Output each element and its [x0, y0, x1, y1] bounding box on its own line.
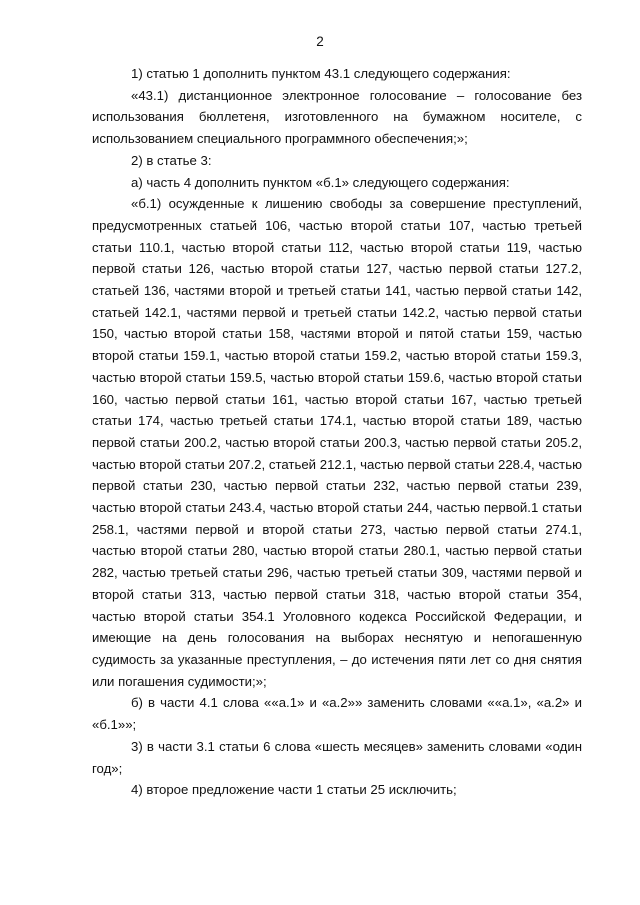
document-body	[92, 63, 582, 801]
paragraph-part-4-1-amendment: б) в части 4.1 слова ««а.1» и «а.2»» заменить словами ««а.1», «а.2» и «б.1»»;	[92, 695, 582, 733]
paragraph-article-25-amendment: 4) второе предложение части 1 статьи 25 исключить;	[131, 782, 457, 798]
paragraph-article-3-heading: 2) в статье 3:	[131, 152, 212, 168]
paragraph-article-6-amendment: 3) в части 3.1 статьи 6 слова «шесть месяцев» заменить словами «один год»;	[92, 738, 582, 776]
paragraph-amend-article-1: 1) статью 1 дополнить пунктом 43.1 следующего содержания:	[131, 66, 511, 81]
paragraph-item-43-1: «43.1) дистанционное электронное голосование – голосование без использования бюллетеня, изготовленного на бумажном носителе, с использованием специального программного обеспечения;»;	[92, 87, 582, 147]
paragraph-item-b-1: «б.1) осужденные к лишению свободы за совершение преступлений, предусмотренных статьей 106, частью второй статьи 107, частью третьей статьи 110.1, частью второй статьи 112, частью второй статьи 119, частью первой статьи 126, частью второй статьи 127, частью первой статьи 127.2, статьей 136, частями второй и третьей статьи 141, частью первой статьи 142, статьей 142.1, частями первой и третьей статьи 142.2, частью первой статьи 150, частью второй статьи 158, частями второй и пятой статьи 159, частью второй статьи 159.1, частью второй статьи 159.2, частью второй статьи 159.3, частью второй статьи 159.5, частью второй статьи 159.6, частью второй статьи 160, частью первой статьи 161, частью второй статьи 167, частью третьей статьи 174, частью третьей статьи 174.1, частью второй статьи 189, частью первой статьи 200.2, частью второй статьи 200.3, частью первой статьи 205.2, частью второй статьи 207.2, статьей 212.1, частью первой статьи 228.4, частью первой статьи 230, частью первой статьи 232, частью первой статьи 239, частью второй статьи 243.4, частью второй статьи 244, частью первой.1 статьи 258.1, частями первой и второй статьи 273, частью первой статьи 274.1, частью второй статьи 280, частью второй статьи 280.1, частью первой статьи 282, частью третьей статьи 296, частью третьей статьи 309, частями первой и второй статьи 313, частью первой статьи 318, частью второй статьи 354, частью второй статьи 354.1 Уголовного кодекса Российской Федерации, и имеющие на день голосования на выборах неснятую и непогашенную судимость за указанные преступления, – до истечения пяти лет со дня снятия или погашения судимости;»;	[92, 196, 582, 689]
page-number: 2	[316, 34, 324, 49]
paragraph-part-4-amendment: а) часть 4 дополнить пунктом «б.1» следующего содержания:	[131, 174, 510, 190]
